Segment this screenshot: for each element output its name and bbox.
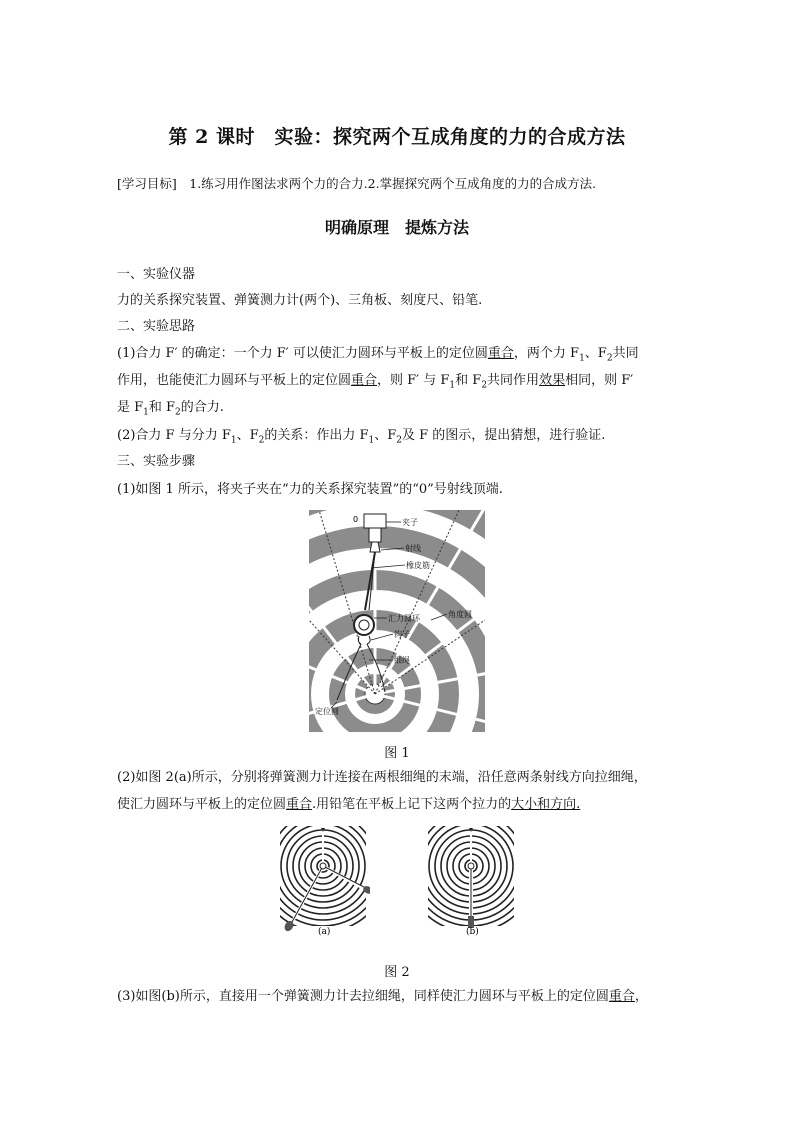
s2-heading: 二、实验思路 xyxy=(117,319,196,334)
label-rubber-band: 橡皮筋 xyxy=(406,561,430,570)
principle-line-2: 作用，也能使汇力圆环与平板上的定位圆重合，则 F′ 与 $F_1$和 $F_2$共同作用效果相同，则 F′ xyxy=(117,373,634,391)
step-1: (1)如图 1 所示，将夹子夹在“力的关系探究装置”的“0”号射线顶端. xyxy=(117,482,503,497)
figure-2b-label: (b) xyxy=(466,927,479,936)
learning-goals: [学习目标] 1.练习用作图法求两个力的合力.2.掌握探究两个互成角度的力的合成方法. xyxy=(117,176,597,191)
figure-2-caption: 图 2 xyxy=(384,965,410,980)
label-string: 细绳 xyxy=(394,656,410,665)
s3-heading: 三、实验步骤 xyxy=(117,454,196,469)
label-hook: 钩子 xyxy=(394,630,410,639)
step-2-line-2: 使汇力圆环与平板上的定位圆重合.用铅笔在平板上记下这两个拉力的大小和方向. xyxy=(117,797,581,812)
principle-line-4: (2)合力 F 与分力 $F_1$、$F_2$的关系：作出力 $F_1$、$F_2$及 F 的图示，提出猜想，进行验证. xyxy=(117,428,606,446)
principle-line-3: 是 $F_1$和 $F_2$的合力. xyxy=(117,400,224,418)
step-2-line-1: (2)如图 2(a)所示，分别将弹簧测力计连接在两根细绳的末端，沿任意两条射线方向拉细绳， xyxy=(117,770,647,785)
figure-2b xyxy=(428,826,518,936)
section-heading: 明确原理 提炼方法 xyxy=(324,218,469,237)
label-positioning-circle: 定位圆 xyxy=(315,707,339,716)
zero-label: 0 xyxy=(353,515,359,524)
principle-line-1: (1)合力 F′ 的确定：一个力 F′ 可以使汇力圆环与平板上的定位圆重合，两个力 $F_1$、$F_2$共同 xyxy=(117,346,639,364)
page-title: 第 2 课时 实验：探究两个互成角度的力的合成方法 xyxy=(168,126,626,148)
figure-2a-label: (a) xyxy=(318,927,331,936)
s1-body: 力的关系探究装置、弹簧测力计(两个)、三角板、刻度尺、铅笔. xyxy=(117,293,483,308)
label-clip: 夹子 xyxy=(402,518,418,527)
figure-2a xyxy=(280,826,370,936)
step-3-line-1: (3)如图(b)所示，直接用一个弹簧测力计去拉细绳，同样使汇力圆环与平板上的定位圆重合， xyxy=(117,989,648,1004)
figure-1-caption: 图 1 xyxy=(384,746,410,761)
figure-1-apparatus xyxy=(309,510,485,732)
s1-heading: 一、实验仪器 xyxy=(117,267,196,282)
label-ray: 射线 xyxy=(405,544,421,553)
label-force-ring: 汇力圆环 xyxy=(388,614,420,623)
label-angle-circle: 角度圆 xyxy=(448,610,472,619)
